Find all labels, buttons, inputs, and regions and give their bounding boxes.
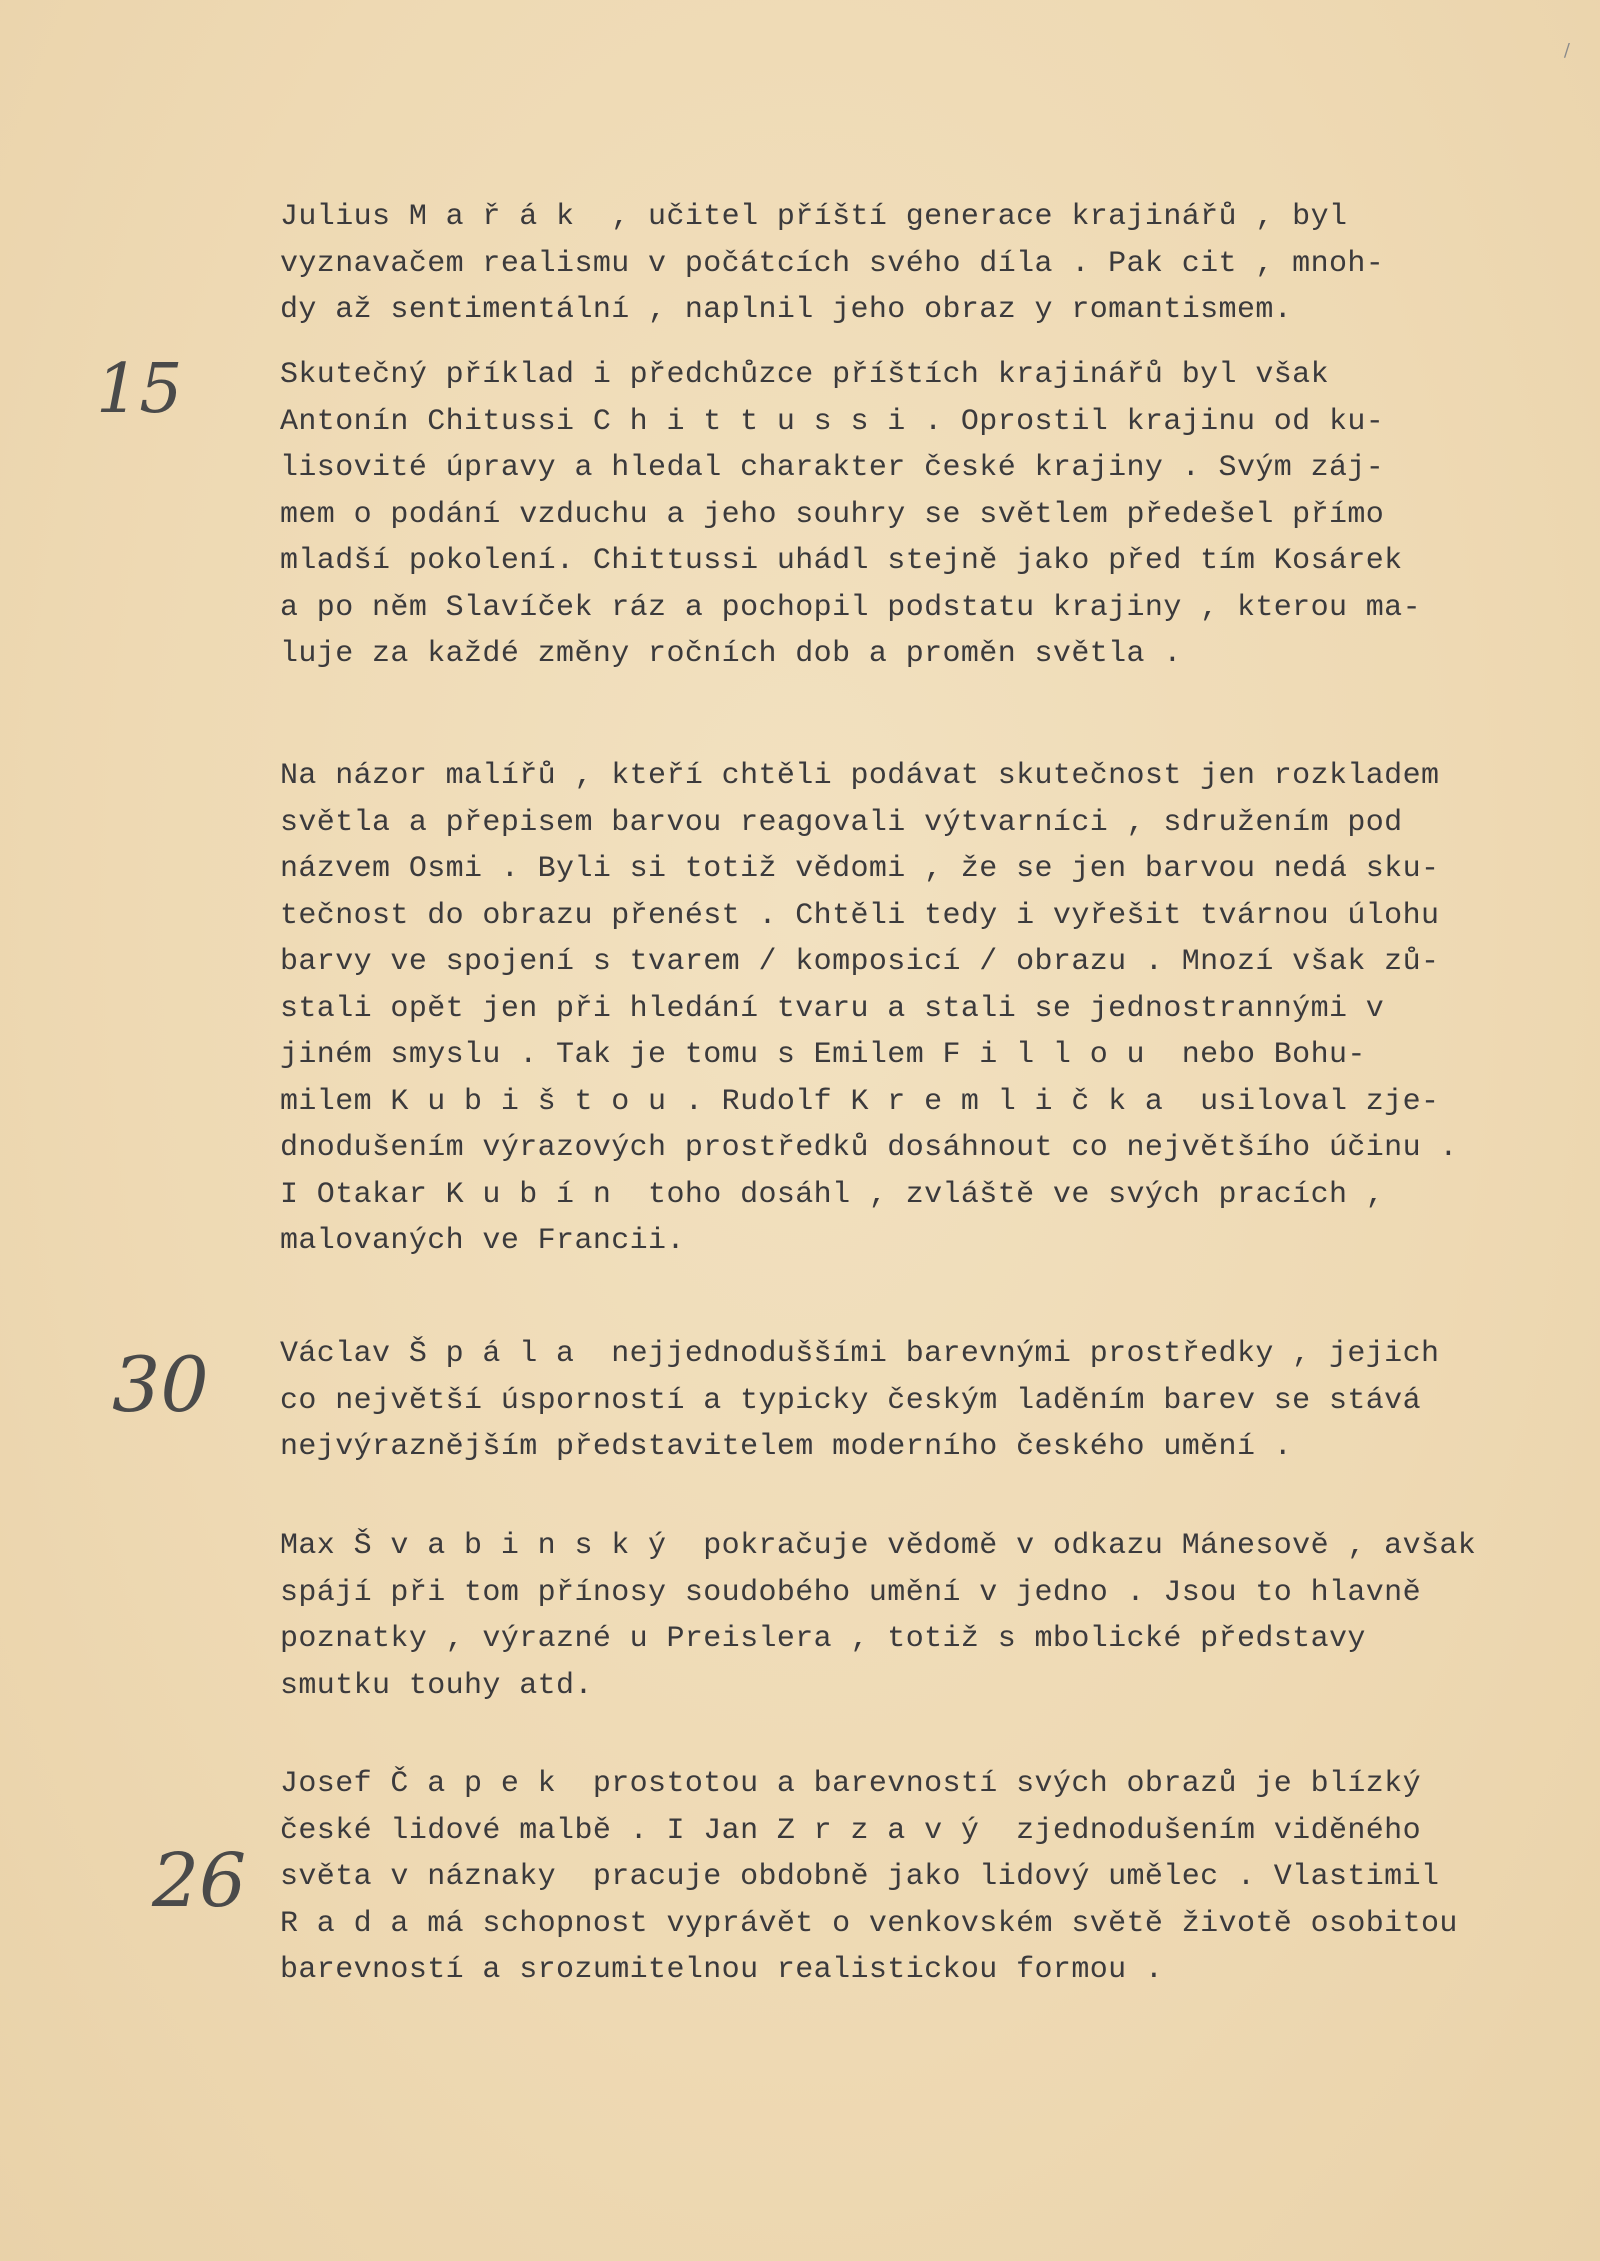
text-line: nejvýraznějším představitelem moderního českého umění . (280, 1430, 1293, 1464)
text-line: co největší úsporností a typicky českým laděním barev se stává (280, 1383, 1421, 1418)
text-line: světa v náznaky pracuje obdobně jako lidový umělec . Vlastimil (280, 1860, 1440, 1894)
text-line: Josef Č a p e k prostotou a barevností svých obrazů je blízký (280, 1767, 1421, 1801)
paragraph-capek (280, 1761, 1570, 1994)
paragraph-osma (280, 753, 1570, 1265)
text-line: světla a přepisem barvou reagovali výtvarníci , sdružením pod (280, 805, 1403, 840)
text-line: Antonín Chitussi C h i t t u s s i . Oprostil krajinu od ku- (280, 404, 1385, 439)
text-line: jiném smyslu . Tak je tomu s Emilem F i l l o u nebo Bohu- (280, 1038, 1366, 1072)
paragraph-chittussi (280, 352, 1570, 678)
text-line: tečnost do obrazu přenést . Chtěli tedy i vyřešit tvárnou úlohu (280, 898, 1440, 933)
text-line: české lidové malbě . I Jan Z r z a v ý zjednodušením viděného (280, 1813, 1421, 1848)
paragraph-svabinsky (280, 1523, 1570, 1709)
text-line: smutku touhy atd. (280, 1668, 593, 1703)
text-line: Na názor malířů , kteří chtěli podávat skutečnost jen rozkladem (280, 759, 1440, 793)
text-line: a po něm Slavíček ráz a pochopil podstatu krajiny , kterou ma- (280, 590, 1421, 625)
text-line: lisovité úpravy a hledal charakter české krajiny . Svým záj- (280, 451, 1385, 485)
text-line: mem o podání vzduchu a jeho souhry se světlem předešel přímo (280, 497, 1385, 532)
text-line: dy až sentimentální , naplnil jeho obraz y romantismem. (280, 293, 1293, 327)
paragraph-marak (280, 194, 1570, 334)
text-line: Václav Š p á l a nejjednoduššími barevnými prostředky , jejich (280, 1337, 1440, 1371)
text-line: Max Š v a b i n s k ý pokračuje vědomě v odkazu Mánesově , avšak (280, 1529, 1477, 1563)
text-line: milem K u b i š t o u . Rudolf K r e m l i č k a usiloval zje- (280, 1084, 1440, 1119)
text-line: Julius M a ř á k , učitel příští generace krajinářů , byl (280, 200, 1348, 234)
text-line: I Otakar K u b í n toho dosáhl , zvláště ve svých pracích , (280, 1177, 1385, 1212)
corner-mark: / (1563, 40, 1570, 61)
margin-note-15: 15 (96, 350, 183, 429)
text-line: barvy ve spojení s tvarem / komposicí / obrazu . Mnozí však zů- (280, 945, 1440, 979)
text-line: luje za každé změny ročních dob a proměn světla . (280, 637, 1182, 671)
text-line: vyznavačem realismu v počátcích svého díla . Pak cit , mnoh- (280, 246, 1385, 281)
text-line: malovaných ve Francii. (280, 1224, 685, 1258)
text-line: poznatky , výrazné u Preislera , totiž s mbolické představy (280, 1622, 1366, 1656)
text-line: mladší pokolení. Chittussi uhádl stejně jako před tím Kosárek (280, 544, 1403, 578)
paragraph-spala (280, 1331, 1570, 1471)
text-line: R a d a má schopnost vyprávět o venkovském světě životě osobitou (280, 1906, 1458, 1941)
text-line: Skutečný příklad i předchůzce příštích krajinářů byl však (280, 358, 1329, 392)
margin-note-26: 26 (152, 1838, 247, 1924)
margin-note-30: 30 (112, 1340, 209, 1429)
text-line: dnodušením výrazových prostředků dosáhnout co největšího účinu . (280, 1131, 1458, 1165)
text-line: spájí při tom přínosy soudobého umění v jedno . Jsou to hlavně (280, 1575, 1421, 1610)
text-line: barevností a srozumitelnou realistickou formou . (280, 1953, 1164, 1987)
text-line: stali opět jen při hledání tvaru a stali se jednostrannými v (280, 991, 1385, 1026)
text-line: názvem Osmi . Byli si totiž vědomi , že se jen barvou nedá sku- (280, 852, 1440, 886)
